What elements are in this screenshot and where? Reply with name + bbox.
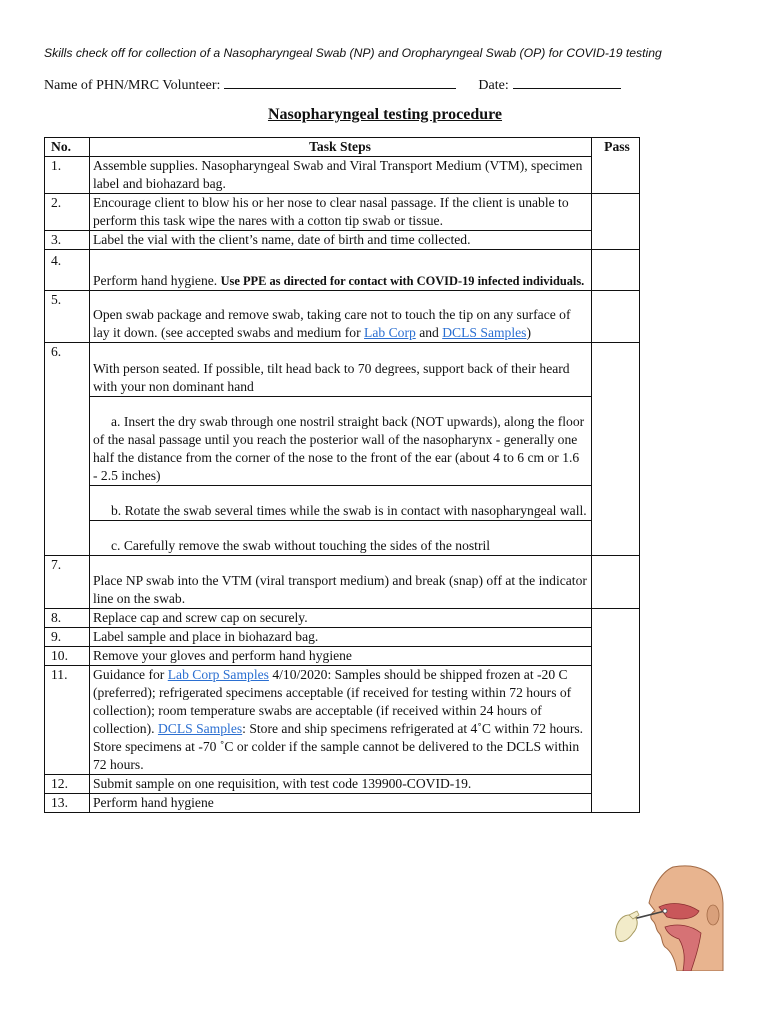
step-text: Label sample and place in biohazard bag. xyxy=(90,628,592,647)
step-number: 9. xyxy=(45,628,90,647)
table-row xyxy=(45,609,640,628)
col-header-no: No. xyxy=(45,138,90,157)
step-substep-c: c. Carefully remove the swab without touching the sides of the nostril xyxy=(90,521,592,556)
step-substep-a: a. Insert the dry swab through one nostril straight back (NOT upwards), along the floor of the nasal passage until you reach the posterior wall of the nasopharynx - generally one half the distance from the corner of the nose to the front of the ear (about 4 to 6 cm or 1.6 - 2.5 inches) xyxy=(90,397,592,486)
step-text: Assemble supplies. Nasopharyngeal Swab and Viral Transport Medium (VTM), specimen label and biohazard bag. xyxy=(90,157,592,194)
step-text xyxy=(90,291,592,343)
col-header-task: Task Steps xyxy=(90,138,592,157)
step-text: Label the vial with the client’s name, date of birth and time collected. xyxy=(90,231,592,250)
ppe-note: Use PPE as directed for contact with COVID-19 infected individuals. xyxy=(220,274,585,288)
step-number: 2. xyxy=(45,194,90,231)
lab-corp-link[interactable]: Lab Corp xyxy=(364,325,416,340)
table-row xyxy=(45,775,640,794)
step-number: 11. xyxy=(45,666,90,775)
table-row xyxy=(45,397,640,486)
table-row xyxy=(45,556,640,609)
table-row xyxy=(45,666,640,775)
name-blank xyxy=(224,76,456,89)
step-text-part: : Store and ship specimens refrigerated at 4˚C within 72 hours. Store specimens at -70 ˚C or colder if the sample cannot be delivered to the DCLS within 72 hours. xyxy=(93,721,584,772)
step-number: 4. xyxy=(45,250,90,291)
document-subtitle: Skills check off for collection of a Nasopharyngeal Swab (NP) and Oropharyngeal Swab (OP) for COVID-19 testing xyxy=(44,46,662,60)
step-text: Encourage client to blow his or her nose to clear nasal passage. If the client is unable to perform this task wipe the nares with a cotton tip swab or tissue. xyxy=(90,194,592,231)
pass-cell[interactable] xyxy=(592,250,640,291)
step-number: 1. xyxy=(45,157,90,194)
table-row xyxy=(45,794,640,813)
step-number: 6. xyxy=(45,343,90,556)
pass-cell[interactable] xyxy=(592,291,640,343)
table-row xyxy=(45,628,640,647)
step-text-part: Perform hand hygiene. xyxy=(93,273,218,288)
name-date-row xyxy=(44,76,621,94)
dcls-samples-link-2[interactable]: DCLS Samples xyxy=(157,721,243,736)
table-row xyxy=(45,250,640,291)
step-text: Replace cap and screw cap on securely. xyxy=(90,609,592,628)
lab-corp-samples-link[interactable]: Lab Corp Samples xyxy=(167,667,269,682)
pass-cell[interactable] xyxy=(592,609,640,813)
table-row xyxy=(45,521,640,556)
step-text xyxy=(90,666,592,775)
table-row xyxy=(45,291,640,343)
step-text: With person seated. If possible, tilt head back to 70 degrees, support back of their heard with your non dominant hand xyxy=(90,343,592,397)
col-header-pass: Pass xyxy=(592,138,640,194)
step-text-part: Open swab package and remove swab, taking care not to touch the tip on any surface of lay it down. (see accepted swabs and medium for xyxy=(93,307,571,340)
step-number: 13. xyxy=(45,794,90,813)
table-row xyxy=(45,194,640,231)
nasal-swab-illustration-icon xyxy=(615,863,725,971)
step-number: 12. xyxy=(45,775,90,794)
step-number: 3. xyxy=(45,231,90,250)
step-text: Submit sample on one requisition, with test code 139900-COVID-19. xyxy=(90,775,592,794)
table-row xyxy=(45,647,640,666)
table-row xyxy=(45,157,640,194)
pass-cell[interactable] xyxy=(592,343,640,556)
procedure-table xyxy=(44,137,640,813)
step-text-part: and xyxy=(419,325,439,340)
dcls-samples-link[interactable]: DCLS Samples xyxy=(442,325,527,340)
pass-cell[interactable] xyxy=(592,556,640,609)
step-number: 10. xyxy=(45,647,90,666)
step-number: 5. xyxy=(45,291,90,343)
step-text-part: ) xyxy=(526,325,531,340)
date-blank xyxy=(513,76,621,89)
name-label: Name of PHN/MRC Volunteer: xyxy=(44,78,221,93)
table-row xyxy=(45,486,640,521)
pass-cell[interactable] xyxy=(592,194,640,250)
step-text: Remove your gloves and perform hand hygiene xyxy=(90,647,592,666)
step-number: 7. xyxy=(45,556,90,609)
date-label: Date: xyxy=(478,78,509,93)
step-text: Place NP swab into the VTM (viral transport medium) and break (snap) off at the indicator line on the swab. xyxy=(90,556,592,609)
step-substep-b: b. Rotate the swab several times while the swab is in contact with nasopharyngeal wall. xyxy=(90,486,592,521)
step-text-part: Guidance for xyxy=(93,667,165,682)
table-row xyxy=(45,231,640,250)
step-number: 8. xyxy=(45,609,90,628)
page-title: Nasopharyngeal testing procedure xyxy=(267,106,503,123)
step-text xyxy=(90,250,592,291)
step-text: Perform hand hygiene xyxy=(90,794,592,813)
step-text-part: 4/10/2020: Samples should be shipped frozen at -20 C (preferred); refrigerated specimens acceptable (if received for testing within 72 hours of collection); room temperature swabs are acceptable (if received within 24 hours of collection). xyxy=(93,667,572,736)
table-row xyxy=(45,343,640,397)
table-header-row xyxy=(45,138,640,157)
